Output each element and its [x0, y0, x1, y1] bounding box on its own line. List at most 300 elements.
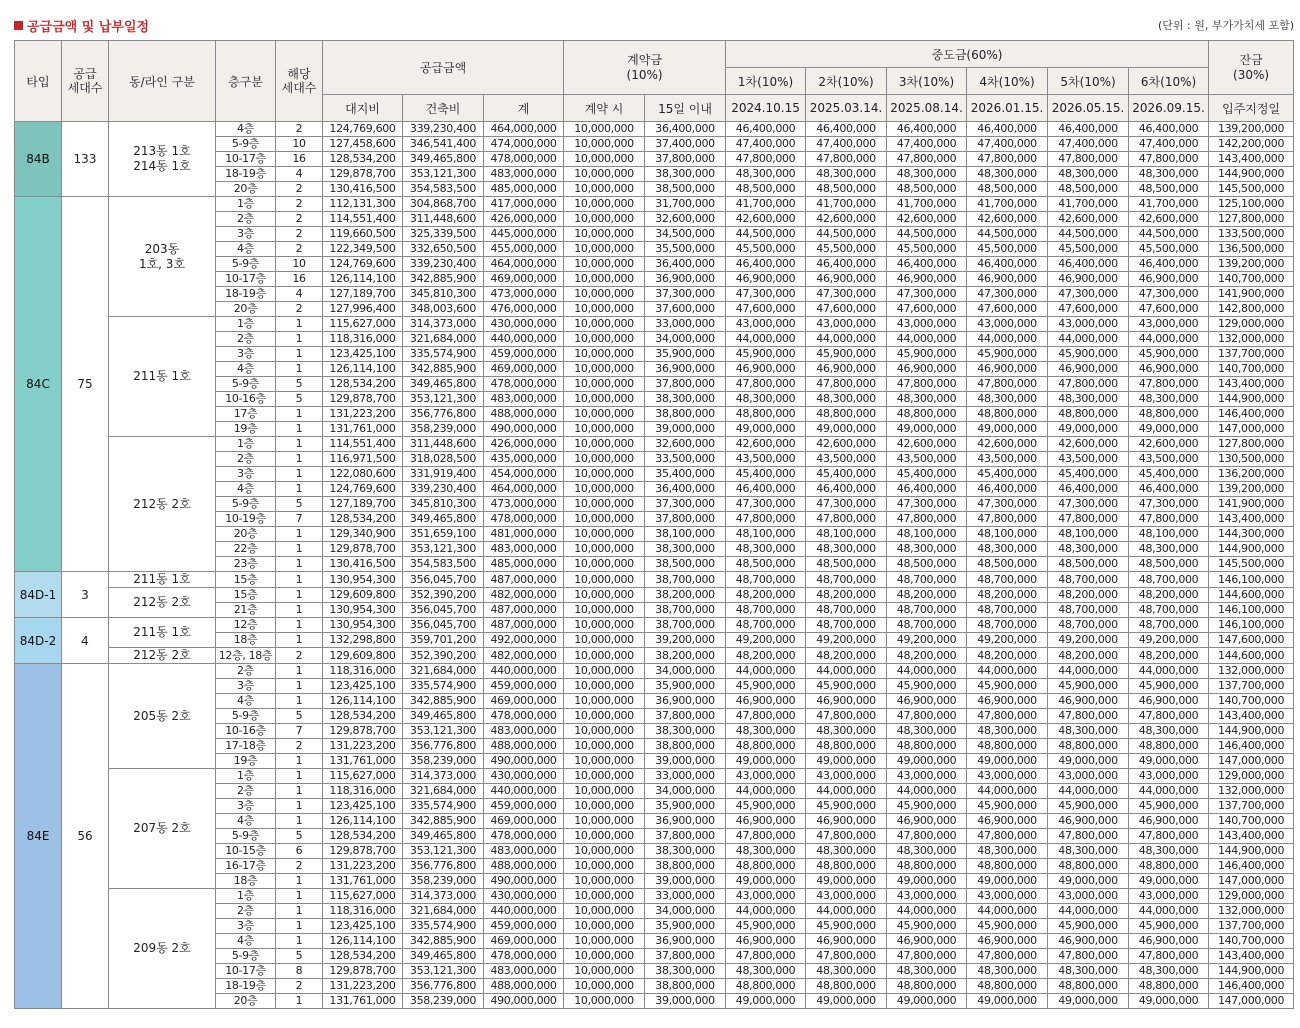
- middle-payment-cell: 48,100,000: [1129, 527, 1209, 542]
- middle-payment-cell: 48,500,000: [967, 182, 1048, 197]
- land-cost-cell: 123,425,100: [323, 679, 403, 694]
- deposit-contract-cell: 10,000,000: [564, 919, 645, 934]
- table-row: [15, 572, 1294, 588]
- floor-cell: 2층: [216, 664, 276, 679]
- total-cell: 440,000,000: [484, 904, 564, 919]
- middle-payment-cell: 43,500,000: [1048, 452, 1129, 467]
- middle-payment-cell: 45,400,000: [726, 467, 806, 482]
- middle-payment-cell: 48,300,000: [1048, 392, 1129, 407]
- middle-payment-cell: 45,900,000: [726, 679, 806, 694]
- middle-payment-cell: 47,300,000: [1048, 287, 1129, 302]
- floor-cell: 12층, 18층: [216, 648, 276, 664]
- middle-payment-cell: 46,400,000: [1129, 482, 1209, 497]
- middle-payment-cell: 46,900,000: [1129, 934, 1209, 949]
- middle-payment-cell: 43,000,000: [1048, 317, 1129, 332]
- building-cost-cell: 352,390,200: [403, 648, 484, 664]
- land-cost-cell: 128,534,200: [323, 377, 403, 392]
- deposit-contract-cell: 10,000,000: [564, 482, 645, 497]
- middle-payment-cell: 49,000,000: [967, 994, 1048, 1009]
- middle-payment-cell: 47,300,000: [887, 287, 967, 302]
- building-cost-cell: 353,121,300: [403, 964, 484, 979]
- deposit-15days-cell: 38,200,000: [645, 648, 726, 664]
- deposit-contract-cell: 10,000,000: [564, 557, 645, 572]
- total-cell: 476,000,000: [484, 302, 564, 317]
- middle-payment-cell: 47,600,000: [1048, 302, 1129, 317]
- building-cost-cell: 353,121,300: [403, 392, 484, 407]
- middle-payment-cell: 45,400,000: [806, 467, 887, 482]
- building-cost-cell: 358,239,000: [403, 994, 484, 1009]
- middle-payment-cell: 42,600,000: [1048, 212, 1129, 227]
- dong-line-cell: 209동 2호: [109, 889, 216, 1009]
- building-cost-cell: 342,885,900: [403, 362, 484, 377]
- middle-payment-cell: 43,500,000: [726, 452, 806, 467]
- total-cell: 417,000,000: [484, 197, 564, 212]
- middle-payment-cell: 46,900,000: [1048, 934, 1129, 949]
- balance-cell: 146,400,000: [1209, 859, 1294, 874]
- middle-payment-cell: 44,000,000: [887, 664, 967, 679]
- deposit-contract-cell: 10,000,000: [564, 889, 645, 904]
- middle-payment-cell: 46,400,000: [887, 257, 967, 272]
- balance-cell: 144,300,000: [1209, 527, 1294, 542]
- land-cost-cell: 126,114,100: [323, 362, 403, 377]
- deposit-15days-cell: 35,400,000: [645, 467, 726, 482]
- middle-payment-cell: 45,900,000: [806, 799, 887, 814]
- floor-cell: 20층: [216, 182, 276, 197]
- dong-line-cell: 213동 1호 214동 1호: [109, 122, 216, 197]
- floor-cell: 5-9층: [216, 137, 276, 152]
- units-cell: 1: [276, 934, 323, 949]
- deposit-contract-cell: 10,000,000: [564, 618, 645, 633]
- middle-payment-cell: 44,500,000: [726, 227, 806, 242]
- deposit-15days-cell: 38,800,000: [645, 859, 726, 874]
- deposit-contract-cell: 10,000,000: [564, 512, 645, 527]
- header-middle-date: 2026.09.15.: [1129, 95, 1209, 122]
- total-cell: 483,000,000: [484, 542, 564, 557]
- middle-payment-cell: 46,900,000: [1048, 814, 1129, 829]
- deposit-15days-cell: 38,300,000: [645, 542, 726, 557]
- balance-cell: 140,700,000: [1209, 814, 1294, 829]
- square-bullet-icon: [14, 21, 23, 30]
- balance-cell: 143,400,000: [1209, 512, 1294, 527]
- total-cell: 430,000,000: [484, 317, 564, 332]
- middle-payment-cell: 49,000,000: [1129, 754, 1209, 769]
- middle-payment-cell: 46,900,000: [967, 814, 1048, 829]
- floor-cell: 4층: [216, 242, 276, 257]
- floor-cell: 16-17층: [216, 859, 276, 874]
- deposit-contract-cell: 10,000,000: [564, 542, 645, 557]
- middle-payment-cell: 48,500,000: [806, 557, 887, 572]
- deposit-15days-cell: 38,300,000: [645, 392, 726, 407]
- middle-payment-cell: 48,200,000: [1129, 588, 1209, 603]
- building-cost-cell: 325,339,500: [403, 227, 484, 242]
- deposit-15days-cell: 35,500,000: [645, 242, 726, 257]
- floor-cell: 2층: [216, 452, 276, 467]
- units-cell: 1: [276, 588, 323, 603]
- middle-payment-cell: 48,300,000: [1048, 964, 1129, 979]
- deposit-contract-cell: 10,000,000: [564, 904, 645, 919]
- total-cell: 459,000,000: [484, 799, 564, 814]
- middle-payment-cell: 47,800,000: [806, 377, 887, 392]
- middle-payment-cell: 43,000,000: [806, 769, 887, 784]
- middle-payment-cell: 45,900,000: [1048, 679, 1129, 694]
- middle-payment-cell: 42,600,000: [887, 212, 967, 227]
- middle-payment-cell: 46,900,000: [967, 362, 1048, 377]
- building-cost-cell: 358,239,000: [403, 422, 484, 437]
- middle-payment-cell: 49,000,000: [806, 994, 887, 1009]
- middle-payment-cell: 49,000,000: [1129, 874, 1209, 889]
- middle-payment-cell: 44,500,000: [1129, 227, 1209, 242]
- deposit-contract-cell: 10,000,000: [564, 664, 645, 679]
- page-title-text: 공급금액 및 납부일정: [27, 20, 150, 35]
- land-cost-cell: 115,627,000: [323, 317, 403, 332]
- units-cell: 1: [276, 679, 323, 694]
- balance-cell: 143,400,000: [1209, 829, 1294, 844]
- deposit-15days-cell: 39,200,000: [645, 633, 726, 648]
- total-cell: 487,000,000: [484, 618, 564, 633]
- middle-payment-cell: 47,800,000: [1048, 709, 1129, 724]
- units-cell: 5: [276, 829, 323, 844]
- deposit-contract-cell: 10,000,000: [564, 874, 645, 889]
- total-cell: 430,000,000: [484, 769, 564, 784]
- middle-payment-cell: 48,800,000: [726, 739, 806, 754]
- middle-payment-cell: 46,900,000: [967, 272, 1048, 287]
- building-cost-cell: 335,574,900: [403, 799, 484, 814]
- header-balance-date: 입주지정일: [1209, 95, 1294, 122]
- land-cost-cell: 126,114,100: [323, 814, 403, 829]
- floor-cell: 10-16층: [216, 392, 276, 407]
- middle-payment-cell: 43,000,000: [806, 317, 887, 332]
- middle-payment-cell: 48,300,000: [1129, 542, 1209, 557]
- deposit-15days-cell: 37,800,000: [645, 152, 726, 167]
- floor-cell: 20층: [216, 527, 276, 542]
- floor-cell: 3층: [216, 679, 276, 694]
- middle-payment-cell: 46,900,000: [726, 814, 806, 829]
- middle-payment-cell: 47,400,000: [887, 137, 967, 152]
- balance-cell: 143,400,000: [1209, 152, 1294, 167]
- floor-cell: 10-17층: [216, 272, 276, 287]
- middle-payment-cell: 47,800,000: [1048, 829, 1129, 844]
- middle-payment-cell: 47,300,000: [1129, 287, 1209, 302]
- middle-payment-cell: 48,300,000: [1129, 167, 1209, 182]
- total-cell: 430,000,000: [484, 889, 564, 904]
- middle-payment-cell: 48,500,000: [887, 182, 967, 197]
- middle-payment-cell: 49,200,000: [806, 633, 887, 648]
- middle-payment-cell: 45,500,000: [1048, 242, 1129, 257]
- floor-cell: 10-19층: [216, 512, 276, 527]
- middle-payment-cell: 45,900,000: [887, 919, 967, 934]
- deposit-contract-cell: 10,000,000: [564, 754, 645, 769]
- middle-payment-cell: 49,000,000: [1048, 994, 1129, 1009]
- deposit-15days-cell: 39,000,000: [645, 994, 726, 1009]
- supply-count-cell: 56: [62, 664, 109, 1009]
- middle-payment-cell: 47,800,000: [806, 152, 887, 167]
- middle-payment-cell: 48,700,000: [887, 603, 967, 618]
- middle-payment-cell: 46,400,000: [726, 482, 806, 497]
- units-cell: 1: [276, 754, 323, 769]
- middle-payment-cell: 47,400,000: [967, 137, 1048, 152]
- middle-payment-cell: 49,000,000: [1048, 754, 1129, 769]
- middle-payment-cell: 47,400,000: [1048, 137, 1129, 152]
- middle-payment-cell: 48,300,000: [726, 724, 806, 739]
- deposit-15days-cell: 39,000,000: [645, 754, 726, 769]
- land-cost-cell: 116,971,500: [323, 452, 403, 467]
- balance-cell: 145,500,000: [1209, 557, 1294, 572]
- deposit-contract-cell: 10,000,000: [564, 422, 645, 437]
- units-cell: 1: [276, 527, 323, 542]
- middle-payment-cell: 49,000,000: [967, 422, 1048, 437]
- middle-payment-cell: 46,400,000: [887, 122, 967, 137]
- middle-payment-cell: 44,000,000: [806, 904, 887, 919]
- deposit-contract-cell: 10,000,000: [564, 934, 645, 949]
- building-cost-cell: 354,583,500: [403, 557, 484, 572]
- deposit-contract-cell: 10,000,000: [564, 769, 645, 784]
- middle-payment-cell: 45,900,000: [1129, 679, 1209, 694]
- middle-payment-cell: 48,300,000: [726, 542, 806, 557]
- deposit-15days-cell: 37,800,000: [645, 377, 726, 392]
- deposit-contract-cell: 10,000,000: [564, 152, 645, 167]
- balance-cell: 145,500,000: [1209, 182, 1294, 197]
- header-middle-date: 2025.08.14.: [887, 95, 967, 122]
- middle-payment-cell: 47,800,000: [1048, 949, 1129, 964]
- middle-payment-cell: 46,400,000: [1048, 257, 1129, 272]
- middle-payment-cell: 49,000,000: [726, 422, 806, 437]
- floor-cell: 2층: [216, 904, 276, 919]
- land-cost-cell: 129,878,700: [323, 724, 403, 739]
- deposit-contract-cell: 10,000,000: [564, 362, 645, 377]
- total-cell: 487,000,000: [484, 603, 564, 618]
- middle-payment-cell: 43,000,000: [887, 889, 967, 904]
- middle-payment-cell: 49,000,000: [806, 754, 887, 769]
- middle-payment-cell: 45,400,000: [887, 467, 967, 482]
- balance-cell: 140,700,000: [1209, 362, 1294, 377]
- floor-cell: 2층: [216, 784, 276, 799]
- middle-payment-cell: 48,300,000: [806, 542, 887, 557]
- middle-payment-cell: 49,000,000: [887, 994, 967, 1009]
- deposit-15days-cell: 38,800,000: [645, 739, 726, 754]
- middle-payment-cell: 44,000,000: [887, 904, 967, 919]
- middle-payment-cell: 41,700,000: [806, 197, 887, 212]
- units-cell: 1: [276, 633, 323, 648]
- land-cost-cell: 126,114,100: [323, 272, 403, 287]
- middle-payment-cell: 48,700,000: [806, 572, 887, 588]
- middle-payment-cell: 47,800,000: [967, 377, 1048, 392]
- building-cost-cell: 349,465,800: [403, 377, 484, 392]
- balance-cell: 136,200,000: [1209, 467, 1294, 482]
- units-cell: 8: [276, 964, 323, 979]
- land-cost-cell: 129,878,700: [323, 167, 403, 182]
- balance-cell: 143,400,000: [1209, 949, 1294, 964]
- land-cost-cell: 128,534,200: [323, 512, 403, 527]
- deposit-contract-cell: 10,000,000: [564, 814, 645, 829]
- middle-payment-cell: 47,300,000: [967, 287, 1048, 302]
- floor-cell: 18-19층: [216, 287, 276, 302]
- deposit-15days-cell: 38,800,000: [645, 407, 726, 422]
- deposit-15days-cell: 34,000,000: [645, 332, 726, 347]
- total-cell: 483,000,000: [484, 167, 564, 182]
- middle-payment-cell: 48,300,000: [1129, 844, 1209, 859]
- total-cell: 426,000,000: [484, 212, 564, 227]
- middle-payment-cell: 48,200,000: [1048, 588, 1129, 603]
- units-cell: 2: [276, 122, 323, 137]
- total-cell: 490,000,000: [484, 994, 564, 1009]
- middle-payment-cell: 45,900,000: [726, 347, 806, 362]
- middle-payment-cell: 48,700,000: [967, 572, 1048, 588]
- page-title: [14, 16, 149, 35]
- deposit-contract-cell: 10,000,000: [564, 287, 645, 302]
- land-cost-cell: 119,660,500: [323, 227, 403, 242]
- building-cost-cell: 345,810,300: [403, 287, 484, 302]
- total-cell: 478,000,000: [484, 377, 564, 392]
- middle-payment-cell: 42,600,000: [967, 437, 1048, 452]
- land-cost-cell: 130,416,500: [323, 557, 403, 572]
- middle-payment-cell: 41,700,000: [726, 197, 806, 212]
- deposit-contract-cell: 10,000,000: [564, 844, 645, 859]
- middle-payment-cell: 47,600,000: [967, 302, 1048, 317]
- units-cell: 7: [276, 512, 323, 527]
- deposit-contract-cell: 10,000,000: [564, 137, 645, 152]
- total-cell: 469,000,000: [484, 934, 564, 949]
- units-cell: 1: [276, 889, 323, 904]
- land-cost-cell: 131,761,000: [323, 874, 403, 889]
- middle-payment-cell: 49,000,000: [806, 422, 887, 437]
- balance-cell: 147,600,000: [1209, 633, 1294, 648]
- deposit-contract-cell: 10,000,000: [564, 949, 645, 964]
- units-cell: 1: [276, 814, 323, 829]
- middle-payment-cell: 44,500,000: [967, 227, 1048, 242]
- middle-payment-cell: 48,100,000: [806, 527, 887, 542]
- middle-payment-cell: 44,000,000: [1048, 904, 1129, 919]
- units-cell: 2: [276, 212, 323, 227]
- floor-cell: 5-9층: [216, 497, 276, 512]
- deposit-15days-cell: 36,900,000: [645, 362, 726, 377]
- total-cell: 445,000,000: [484, 227, 564, 242]
- floor-cell: 5-9층: [216, 257, 276, 272]
- header-middle-date: 2025.03.14.: [806, 95, 887, 122]
- balance-cell: 143,400,000: [1209, 709, 1294, 724]
- dong-line-cell: 212동 2호: [109, 588, 216, 618]
- dong-line-cell: 207동 2호: [109, 769, 216, 889]
- middle-payment-cell: 47,300,000: [726, 497, 806, 512]
- deposit-15days-cell: 38,200,000: [645, 588, 726, 603]
- building-cost-cell: 356,776,800: [403, 859, 484, 874]
- floor-cell: 20층: [216, 994, 276, 1009]
- middle-payment-cell: 44,000,000: [806, 784, 887, 799]
- land-cost-cell: 114,551,400: [323, 212, 403, 227]
- middle-payment-cell: 46,900,000: [1048, 362, 1129, 377]
- middle-payment-cell: 48,500,000: [806, 182, 887, 197]
- units-cell: 1: [276, 874, 323, 889]
- balance-cell: 130,500,000: [1209, 452, 1294, 467]
- middle-payment-cell: 46,900,000: [887, 814, 967, 829]
- total-cell: 464,000,000: [484, 122, 564, 137]
- table-row: [15, 317, 1294, 332]
- total-cell: 487,000,000: [484, 572, 564, 588]
- middle-payment-cell: 45,500,000: [887, 242, 967, 257]
- middle-payment-cell: 48,300,000: [1048, 844, 1129, 859]
- middle-payment-cell: 49,000,000: [1129, 994, 1209, 1009]
- land-cost-cell: 130,416,500: [323, 182, 403, 197]
- middle-payment-cell: 48,500,000: [967, 557, 1048, 572]
- middle-payment-cell: 48,300,000: [1048, 542, 1129, 557]
- middle-payment-cell: 47,800,000: [806, 829, 887, 844]
- floor-cell: 18층: [216, 633, 276, 648]
- middle-payment-cell: 48,800,000: [806, 407, 887, 422]
- middle-payment-cell: 47,600,000: [806, 302, 887, 317]
- land-cost-cell: 131,761,000: [323, 994, 403, 1009]
- deposit-15days-cell: 37,800,000: [645, 829, 726, 844]
- total-cell: 464,000,000: [484, 482, 564, 497]
- floor-cell: 5-9층: [216, 709, 276, 724]
- balance-cell: 129,000,000: [1209, 889, 1294, 904]
- middle-payment-cell: 48,300,000: [1129, 724, 1209, 739]
- deposit-contract-cell: 10,000,000: [564, 212, 645, 227]
- middle-payment-cell: 43,000,000: [887, 317, 967, 332]
- land-cost-cell: 127,189,700: [323, 497, 403, 512]
- middle-payment-cell: 48,700,000: [806, 603, 887, 618]
- total-cell: 482,000,000: [484, 648, 564, 664]
- deposit-contract-cell: 10,000,000: [564, 227, 645, 242]
- floor-cell: 10-15층: [216, 844, 276, 859]
- building-cost-cell: 311,448,600: [403, 212, 484, 227]
- middle-payment-cell: 48,300,000: [967, 964, 1048, 979]
- floor-cell: 2층: [216, 212, 276, 227]
- middle-payment-cell: 48,300,000: [726, 964, 806, 979]
- land-cost-cell: 126,114,100: [323, 934, 403, 949]
- building-cost-cell: 311,448,600: [403, 437, 484, 452]
- floor-cell: 12층: [216, 618, 276, 633]
- deposit-15days-cell: 31,700,000: [645, 197, 726, 212]
- dong-line-cell: 211동 1호: [109, 572, 216, 588]
- middle-payment-cell: 48,300,000: [887, 844, 967, 859]
- land-cost-cell: 124,769,600: [323, 122, 403, 137]
- building-cost-cell: 356,776,800: [403, 407, 484, 422]
- header-middle-round: 6차(10%): [1129, 68, 1209, 95]
- middle-payment-cell: 46,900,000: [726, 934, 806, 949]
- land-cost-cell: 131,223,200: [323, 979, 403, 994]
- middle-payment-cell: 46,900,000: [887, 272, 967, 287]
- middle-payment-cell: 48,800,000: [1048, 859, 1129, 874]
- middle-payment-cell: 44,000,000: [1048, 332, 1129, 347]
- middle-payment-cell: 48,800,000: [1129, 859, 1209, 874]
- type-cell: 84E: [15, 664, 62, 1009]
- middle-payment-cell: 48,300,000: [967, 392, 1048, 407]
- middle-payment-cell: 48,200,000: [1048, 648, 1129, 664]
- deposit-15days-cell: 34,000,000: [645, 784, 726, 799]
- units-cell: 6: [276, 844, 323, 859]
- middle-payment-cell: 46,900,000: [1129, 362, 1209, 377]
- building-cost-cell: 331,919,400: [403, 467, 484, 482]
- units-cell: 2: [276, 979, 323, 994]
- floor-cell: 1층: [216, 889, 276, 904]
- middle-payment-cell: 47,800,000: [1129, 512, 1209, 527]
- floor-cell: 3층: [216, 919, 276, 934]
- middle-payment-cell: 49,200,000: [967, 633, 1048, 648]
- middle-payment-cell: 43,000,000: [1048, 889, 1129, 904]
- header-supply-amount: 공급금액: [323, 41, 564, 95]
- middle-payment-cell: 48,700,000: [1129, 618, 1209, 633]
- balance-cell: 140,700,000: [1209, 934, 1294, 949]
- middle-payment-cell: 45,900,000: [887, 347, 967, 362]
- middle-payment-cell: 45,900,000: [1129, 799, 1209, 814]
- deposit-contract-cell: 10,000,000: [564, 694, 645, 709]
- balance-cell: 144,900,000: [1209, 844, 1294, 859]
- land-cost-cell: 128,534,200: [323, 829, 403, 844]
- deposit-15days-cell: 36,900,000: [645, 272, 726, 287]
- middle-payment-cell: 46,400,000: [726, 122, 806, 137]
- middle-payment-cell: 47,300,000: [806, 497, 887, 512]
- units-cell: 2: [276, 227, 323, 242]
- middle-payment-cell: 48,800,000: [967, 739, 1048, 754]
